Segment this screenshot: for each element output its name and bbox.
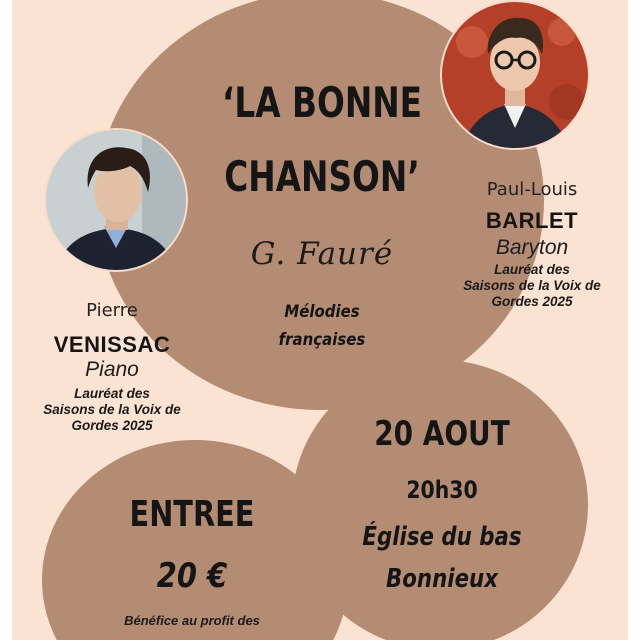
singer-last-name: BARLET [485, 208, 579, 233]
pianist-award-line-3: Gordes 2025 [71, 418, 153, 433]
singer-photo [440, 0, 590, 150]
benefit-note: Bénéfice au profit des [124, 613, 260, 628]
pianist-photo [44, 128, 188, 272]
event-date: 20 AOUT [374, 414, 510, 454]
venue-line-2: Bonnieux [386, 564, 498, 594]
concert-title-line-2: CHANSON’ [224, 152, 420, 201]
singer-award-line-3: Gordes 2025 [491, 294, 573, 309]
pianist-award-line-2: Saisons de la Voix de [43, 402, 181, 417]
entry-label: ENTREE [129, 494, 255, 535]
composer-name: G. Fauré [250, 236, 394, 272]
genre-line-2: françaises [278, 330, 366, 350]
concert-title-line-1: ‘LA BONNE [221, 78, 423, 127]
singer-voice-type: Baryton [495, 236, 569, 259]
genre-line-1: Mélodies [284, 302, 360, 322]
concert-poster [12, 0, 628, 640]
singer-first-name: Paul-Louis [486, 179, 578, 200]
singer-award-line-1: Lauréat des [494, 262, 570, 277]
venue-line-1: Église du bas [362, 522, 522, 552]
ticket-price: 20 € [156, 556, 228, 596]
pianist-last-name: VENISSAC [53, 332, 171, 357]
pianist-first-name: Pierre [86, 300, 138, 321]
singer-award-line-2: Saisons de la Voix de [463, 278, 601, 293]
event-time: 20h30 [406, 476, 478, 504]
pianist-award-line-1: Lauréat des [74, 386, 150, 401]
pianist-instrument: Piano [85, 358, 139, 381]
